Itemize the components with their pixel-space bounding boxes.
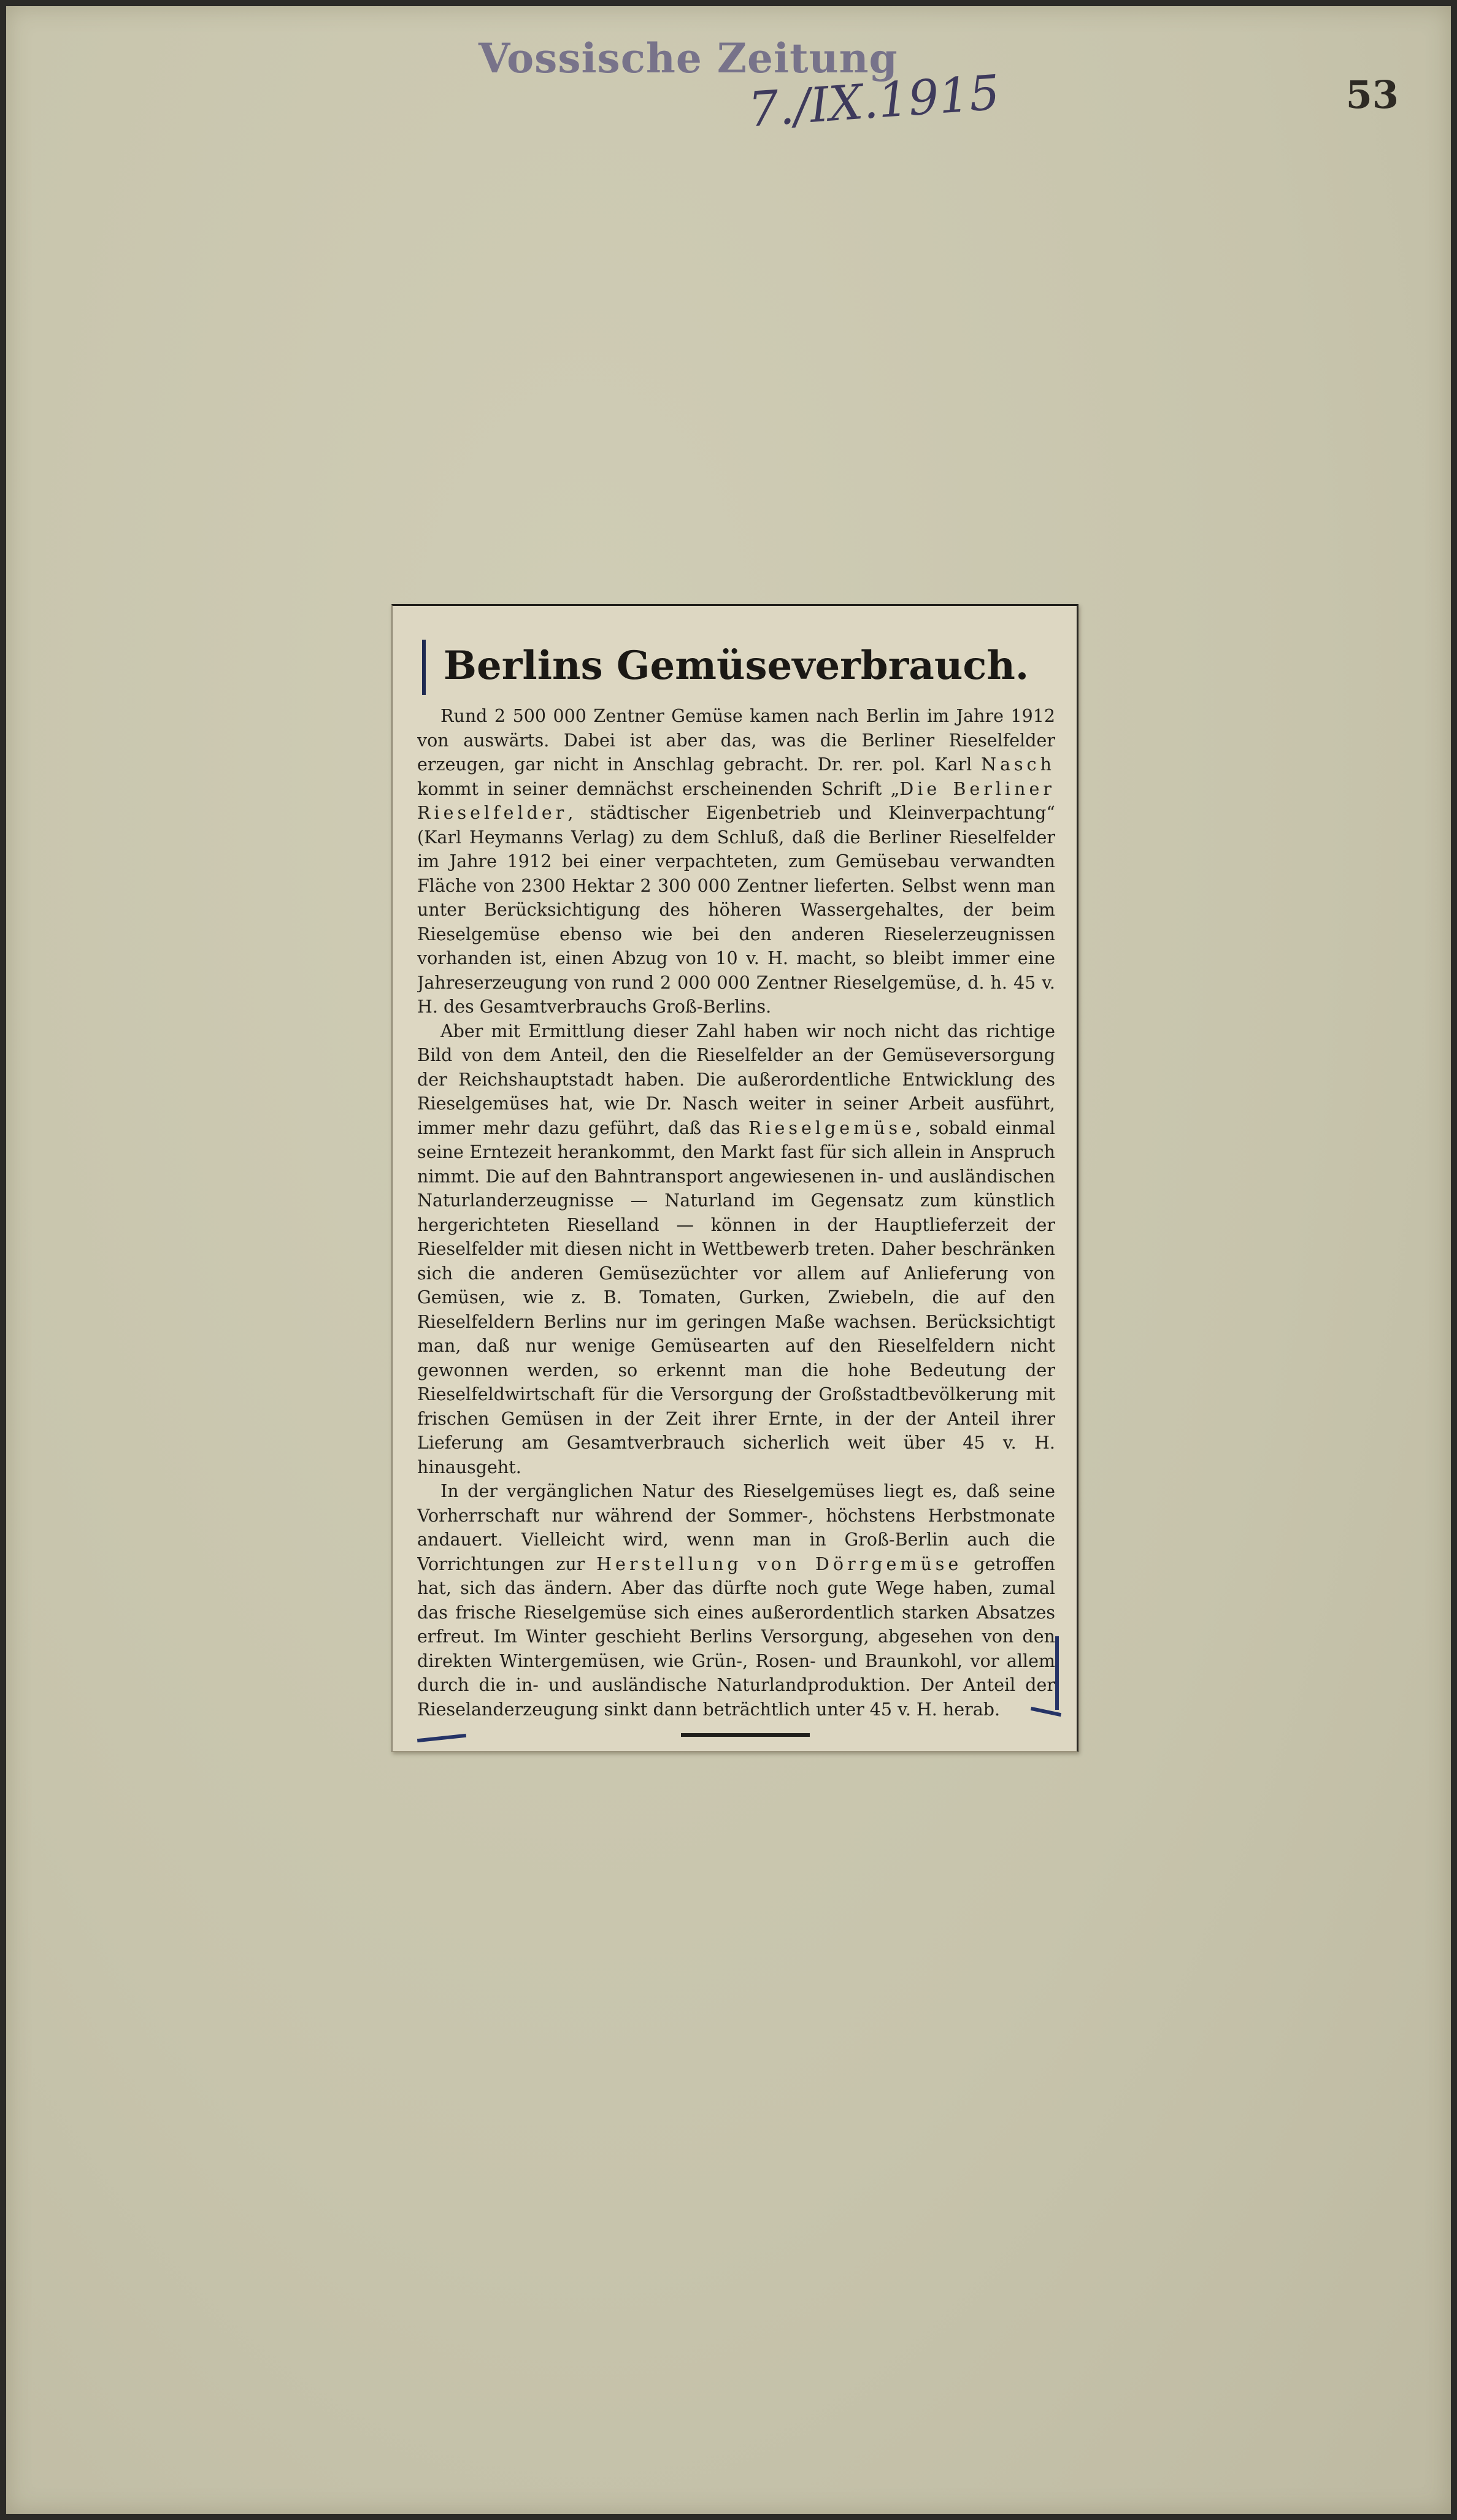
- paragraph-1-text-a: Rund 2 500 000 Zentner Gemüse kamen nach Berlin im Jahre 1912 von auswärts. Dabei ist aber das, was die Berliner Rieselfelder erzeugen, gar nicht in Anschlag gebracht. Dr. rer. pol. Karl: [417, 706, 1055, 775]
- article-paragraph-3: [417, 1479, 1055, 1721]
- paragraph-1-text-c: , städtischer Eigenbetrieb und Kleinverpachtung“ (Karl Heymanns Verlag) zu dem Schluß, daß die Berliner Rieselfelder im Jahre 1912 bei einer verpachteten, zum Gemüsebau verwandten Fläche von 2300 Hektar 2 300 000 Zentner lieferten. Selbst wenn man unter Berücksichtigung des höheren Wassergehaltes, der beim Rieselgemüse ebenso wie bei den anderen Rieselerzeugnissen vorhanden ist, einen Abzug von 10 v. H. macht, so bleibt immer eine Jahreserzeugung von rund 2 000 000 Zentner Rieselgemüse, d. h. 45 v. H. des Gesamtverbrauchs Groß-Berlins.: [417, 803, 1055, 1017]
- article-body: [417, 704, 1055, 1722]
- end-rule: [681, 1733, 810, 1737]
- article-headline: Berlins Gemüseverbrauch.: [443, 643, 1029, 689]
- pencil-mark-bottom-left: [417, 1734, 466, 1742]
- paragraph-2-text-b: , sobald einmal seine Erntezeit herankommt, den Markt fast für sich allein in Anspruch nimmt. Die auf den Bahntransport angewiesenen in- und ausländischen Naturlanderzeugnisse — Naturland im Gegensatz zum künstlich hergerichteten Rieselland — können in der Hauptlieferzeit der Rieselfelder mit diesen nicht in Wettbewerb treten. Daher beschränken sich die anderen Gemüsezüchter vor allem auf Anlieferung von Gemüsen, wie z. B. Tomaten, Gurken, Zwiebeln, die auf den Rieselfeldern Berlins nur im geringen Maße wachsen. Berücksichtigt man, daß nur wenige Gemüsearten auf den Rieselfeldern nicht gewonnen werden, so erkennt man die hohe Bedeutung der Rieselfeldwirtschaft für die Versorgung der Großstadtbevölkerung mit frischen Gemüsen in der Zeit ihrer Ernte, in der der Anteil ihrer Lieferung am Gesamtverbrauch sicherlich weit über 45 v. H. hinausgeht.: [417, 1117, 1055, 1477]
- newspaper-clipping: [391, 604, 1078, 1752]
- emphasized-term-doerrgemuese: Herstellung von Dörrgemüse: [596, 1553, 963, 1574]
- paragraph-3-text-b: getroffen hat, sich das ändern. Aber das dürfte noch gute Wege haben, zumal das frische Rieselgemüse sich eines außerordentlich starken Absatzes erfreut. Im Winter geschieht Berlins Versorgung, abgesehen von den direkten Wintergemüsen, wie Grün-, Rosen- und Braunkohl, vor allem durch die in- und ausländische Naturlandproduktion. Der Anteil der Rieselanderzeugung sinkt dann beträchtlich unter 45 v. H. herab.: [417, 1553, 1055, 1720]
- paragraph-3-text-a: In der vergänglichen Natur des Rieselgemüses liegt es, daß seine Vorherrschaft nur während der Sommer-, höchstens Herbstmonate andauert. Vielleicht wird, wenn man in Groß-Berlin auch die Vorrichtungen zur: [417, 1481, 1055, 1574]
- newspaper-name-stamp: Vossische Zeitung: [479, 34, 898, 82]
- article-paragraph-2: [417, 1019, 1055, 1480]
- pencil-mark-bottom-right: [1055, 1636, 1059, 1710]
- archive-sheet: [6, 6, 1451, 2514]
- paragraph-1-text-b: kommt in seiner demnächst erscheinenden Schrift „: [417, 778, 900, 799]
- author-name: Nasch: [981, 754, 1055, 775]
- article-paragraph-1: [417, 704, 1055, 1019]
- handwritten-date: 7./IX.1915: [746, 65, 1002, 138]
- publication-title: Die Berliner Rieselfelder: [417, 778, 1055, 823]
- page-number: 53: [1345, 72, 1399, 117]
- emphasized-term-rieselgemuese: Rieselgemüse: [748, 1117, 916, 1138]
- paragraph-2-text-a: Aber mit Ermittlung dieser Zahl haben wir noch nicht das richtige Bild von dem Anteil, den die Rieselfelder an der Gemüseversorgung der Reichshauptstadt haben. Die außerordentliche Entwicklung des Rieselgemüses hat, wie Dr. Nasch weiter in seiner Arbeit ausführt, immer mehr dazu geführt, daß das: [417, 1021, 1055, 1138]
